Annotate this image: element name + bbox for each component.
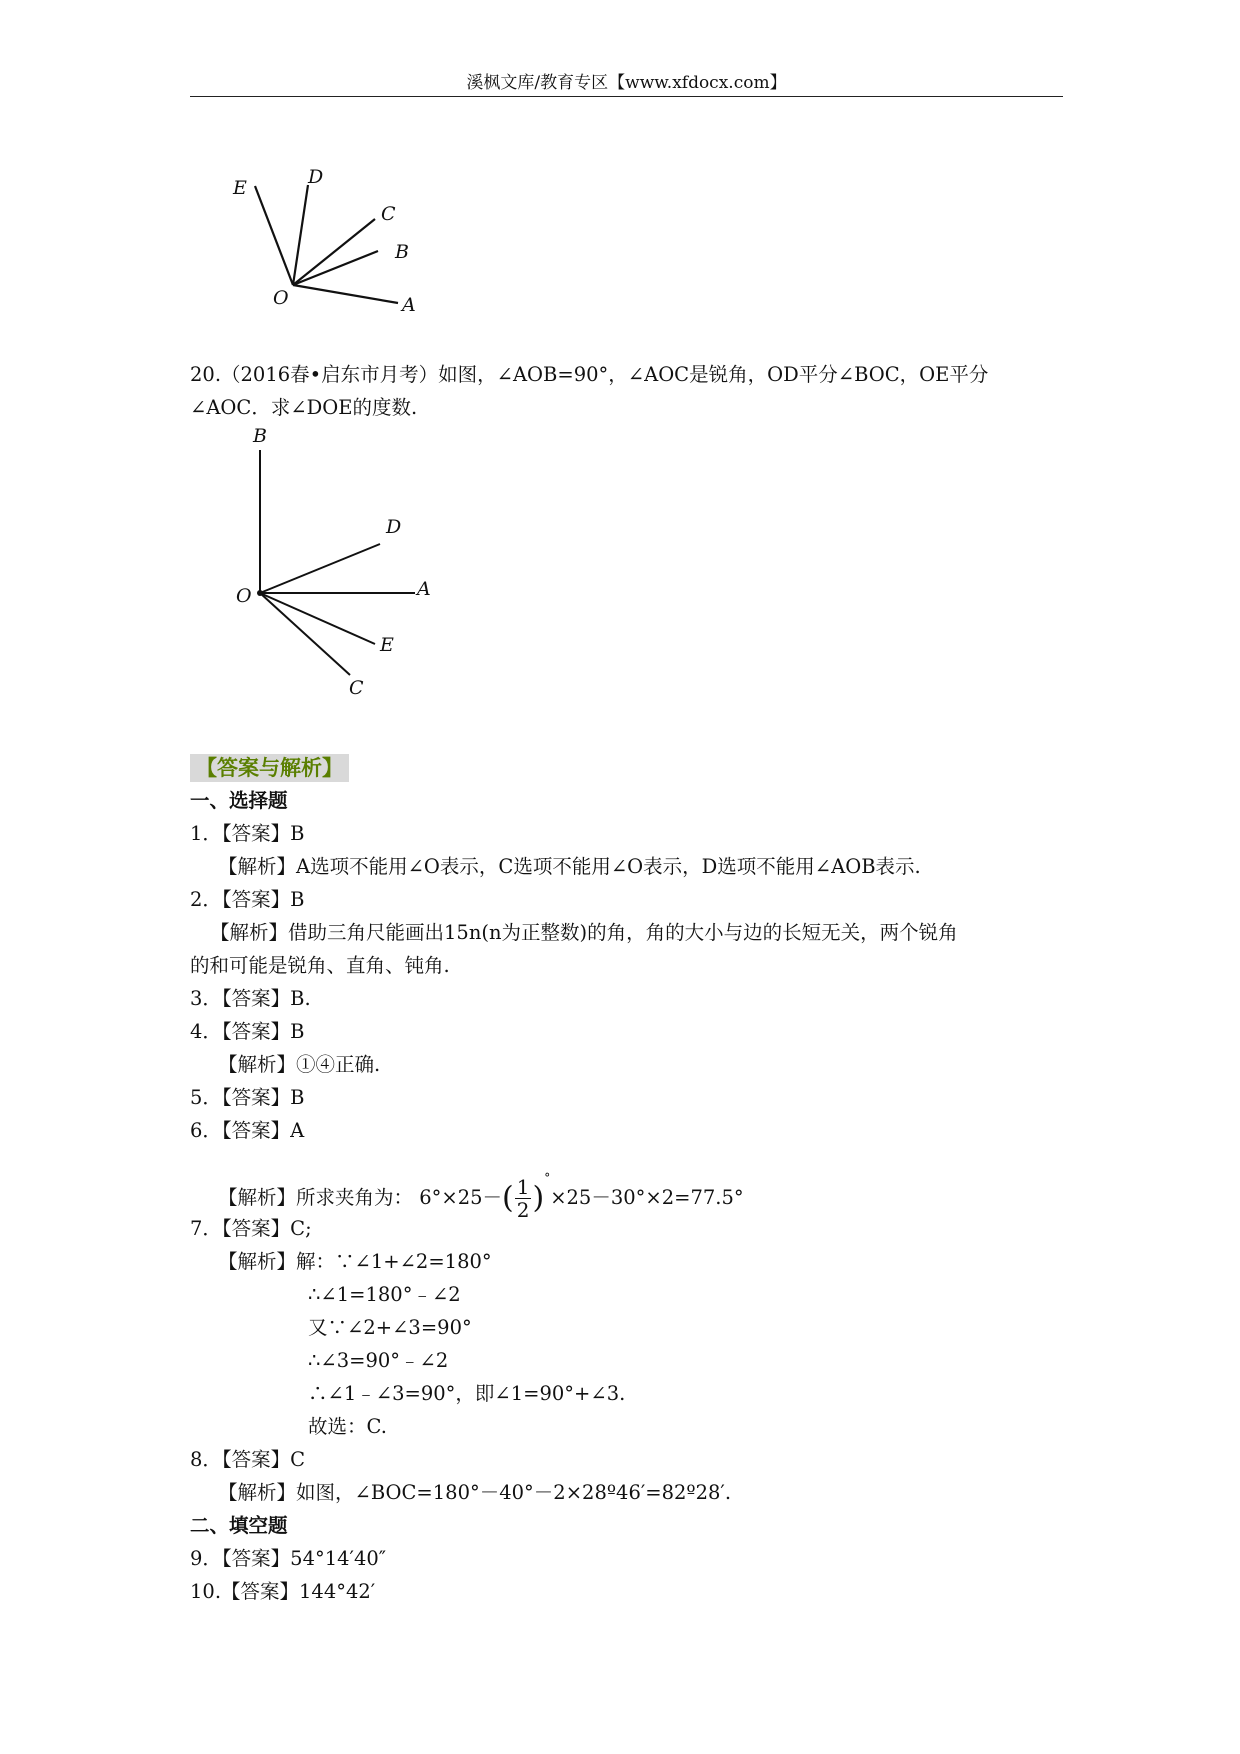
answer-10: 10.【答案】144°42′ xyxy=(190,1580,376,1603)
fraction-numerator: 1 xyxy=(516,1175,530,1199)
explanation-7-step1: ∴∠1=180°﹣∠2 xyxy=(308,1283,461,1306)
label-a: A xyxy=(402,294,416,316)
explanation-7-step2: 又∵∠2+∠3=90° xyxy=(308,1316,472,1339)
label-e: E xyxy=(380,634,394,656)
ray-od xyxy=(293,185,308,285)
ray-od xyxy=(260,544,380,593)
answer-5: 5．【答案】B xyxy=(190,1086,305,1109)
label-b: B xyxy=(253,425,267,447)
answer-3: 3．【答案】B. xyxy=(190,987,311,1010)
explanation-4: 【解析】①④正确. xyxy=(218,1053,381,1076)
answer-7: 7．【答案】C; xyxy=(190,1217,312,1240)
label-o: O xyxy=(273,287,289,309)
answer-2: 2．【答案】B xyxy=(190,888,305,911)
explanation-2-line2: 的和可能是锐角、直角、钝角. xyxy=(190,954,450,977)
ray-oc xyxy=(260,593,350,675)
explanation-8: 【解析】如图，∠BOC=180°－40°－2×28º46′=82º28′. xyxy=(218,1481,732,1504)
ray-ob xyxy=(293,251,378,285)
answer-4: 4．【答案】B xyxy=(190,1020,305,1043)
degree-superscript: ° xyxy=(544,1171,551,1185)
section-heading-fill-in: 二、填空题 xyxy=(190,1514,288,1537)
explanation-7-step3: ∴∠3=90°﹣∠2 xyxy=(308,1349,449,1372)
answer-9: 9．【答案】54°14′40″ xyxy=(190,1547,387,1570)
figure-rays-oe-od-oc-ob-oa xyxy=(220,155,440,325)
explanation-2-line1: 【解析】借助三角尺能画出15n(n为正整数)的角，角的大小与边的长短无关，两个锐角 xyxy=(210,921,958,944)
explanation-7-step4: ∴∠1﹣∠3=90°，即∠1=90°+∠3. xyxy=(308,1382,626,1405)
explanation-1: 【解析】A选项不能用∠O表示，C选项不能用∠O表示，D选项不能用∠AOB表示. xyxy=(218,855,921,878)
ray-oc xyxy=(293,219,375,285)
ray-oe xyxy=(255,186,293,285)
figure-angle-aob xyxy=(225,420,445,705)
fraction-denominator: 2 xyxy=(516,1198,530,1222)
answers-banner: 【答案与解析】 xyxy=(190,754,349,782)
ray-oe xyxy=(260,593,375,644)
answer-6: 6．【答案】A xyxy=(190,1119,305,1142)
label-c: C xyxy=(349,677,364,699)
label-o: O xyxy=(236,585,252,607)
vertex-o xyxy=(257,590,263,596)
paren-close: ) xyxy=(532,1180,545,1216)
label-a: A xyxy=(417,578,431,600)
label-d: D xyxy=(308,166,324,188)
section-heading-choice: 一、选择题 xyxy=(190,789,288,812)
explanation-6-prefix: 【解析】所求夹角为： 6°×25－ xyxy=(218,1186,503,1209)
label-c: C xyxy=(381,203,396,225)
explanation-6-suffix: ×25－30°×2=77.5° xyxy=(550,1186,744,1209)
paren-open: ( xyxy=(502,1180,514,1216)
ray-oa xyxy=(293,285,398,303)
explanation-6 xyxy=(218,1150,744,1222)
answer-8: 8．【答案】C xyxy=(190,1448,306,1471)
question-20-line2: ∠AOC．求∠DOE的度数. xyxy=(190,396,418,419)
question-20-line1: 20.（2016春•启东市月考）如图，∠AOB=90°，∠AOC是锐角，OD平分∠BOC，OE平分 xyxy=(190,363,989,386)
page-header: 溪枫文库/教育专区【www.xfdocx.com】 xyxy=(466,73,787,93)
label-d: D xyxy=(386,516,402,538)
explanation-7-step5: 故选：C. xyxy=(308,1415,387,1438)
label-b: B xyxy=(395,241,409,263)
label-e: E xyxy=(233,177,247,199)
fraction-one-half xyxy=(515,1176,532,1221)
explanation-7: 【解析】解：∵∠1+∠2=180° xyxy=(218,1250,492,1273)
answer-1: 1．【答案】B xyxy=(190,822,305,845)
header-rule xyxy=(190,96,1063,97)
